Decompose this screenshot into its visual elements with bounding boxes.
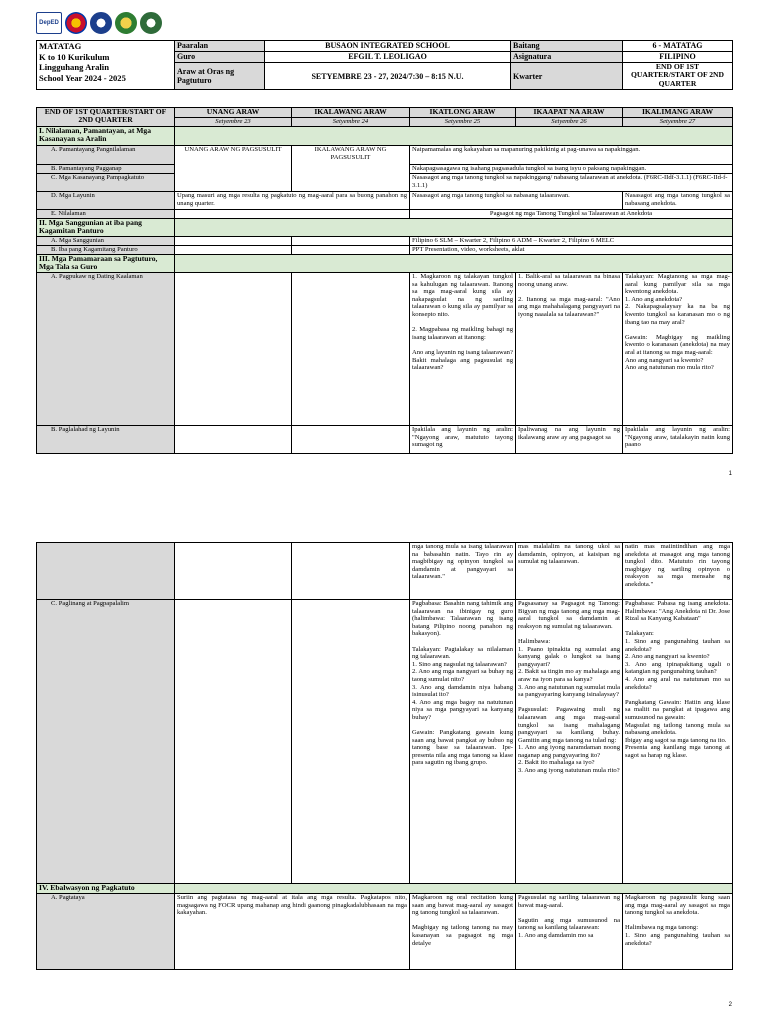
kasanayang-pampagkatuto-label: C. Mga Kasanayang Pampagkatuto (37, 174, 175, 192)
kagamitang-panturo-text: PPT Presentation, video, worksheets, aklat (410, 246, 733, 255)
paaralan-value: BUSAON INTEGRATED SCHOOL (265, 41, 511, 52)
region-seal-icon (115, 12, 137, 34)
column-header-day-4: IKAAPAT NA ARAW (516, 108, 623, 118)
column-header-day-3: IKATLONG ARAW (410, 108, 516, 118)
asignatura-value: FILIPINO (623, 52, 733, 63)
paaralan-label: Paaralan (175, 41, 265, 52)
date-day-3: Setyembre 25 (410, 118, 516, 127)
kwarter-value: END OF 1ST QUARTER/START OF 2ND QUARTER (623, 63, 733, 90)
date-day-5: Setyembre 27 (623, 118, 733, 127)
date-day-2: Setyembre 24 (292, 118, 410, 127)
day-2-exam-text: IKALAWANG ARAW NG PAGSUSULIT (292, 146, 410, 192)
nilalaman-text: Pagsagot ng mga Tanong Tungkol sa Talaarawan at Anekdota (410, 210, 733, 219)
mga-layunin-day-1-2: Upang masuri ang mga resulta ng pagkatuto ng mag-aaral para sa buong panahon ng unang quarter. (175, 192, 410, 210)
deped-seal-icon (90, 12, 112, 34)
pagtataya-day-1-2: Suriin ang pagtatasa ng mag-aaral at itala ang mga resulta. Pagkatapos nito, magsagawa ng FOCR upang mahanap ang hindi gaanong pinagkadalubhasaan na mga kakayahan. (175, 894, 410, 970)
page-number-2: 2 (728, 1002, 732, 1008)
header-line-3: Lingguhang Aralin (39, 62, 109, 72)
pagtataya-label: A. Pagtataya (37, 894, 175, 970)
section-3-title: III. Mga Pamamaraan sa Pagtuturo, Mga Tala sa Guro (37, 255, 175, 273)
mga-sanggunian-text: Filipino 6 SLM – Kwarter 2, Filipino 6 ADM – Kwarter 2, Filipino 6 MELC (410, 237, 733, 246)
mga-layunin-label: D. Mga Layunin (37, 192, 175, 210)
pagtataya-day-5: Magkaroon ng pagsusulit kung saan ang mga mag-aaral ay sasagot sa mga tanong tungkol sa anekdota. Halimbawa ng mga tanong: 1. Sino ang pangunahing tauhan sa anekdota? (623, 894, 733, 970)
guro-label: Guro (175, 52, 265, 63)
kasanayang-pampagkatuto-text: Nasasagot ang mga tanong tungkol sa napakinggang/ nabasang talaarawan at anekdota. (F6RC-IIdf-3.1.1) (F6RC-IId-f-3.1.1) (410, 174, 733, 192)
pagpukaw-label: A. Pagpukaw ng Dating Kaalaman (37, 273, 175, 426)
column-header-day-1: UNANG ARAW (175, 108, 292, 118)
pamantayang-pangnilalaman-label: A. Pamantayang Pangnilalaman (37, 146, 175, 165)
paglalahad-day-5: Ipakilala ang layunin ng aralin: "Ngayong araw, tatalakayin natin kung paano (623, 426, 733, 454)
nilalaman-label: E. Nilalaman (37, 210, 175, 219)
paglalahad-day-4-cont: mas malalalim na tanong ukol sa damdamin, opinyon, at kaisipan ng sumulat ng talaarawan. (516, 543, 623, 600)
pamantayang-pangnilalaman-text: Naipamamalas ang kakayahan sa mapanuring pakikinig at pag-unawa sa napakinggan. (410, 146, 733, 165)
pamantayang-pagganap-label: B. Pamantayang Pagganap (37, 165, 175, 174)
division-seal-icon (140, 12, 162, 34)
pagpukaw-day-5: Talakayan: Magtanong sa mga mag-aaral kung pamilyar sila sa mga kwentong anekdota. 1. Ano ang anekdota? 2. Nakapagsalaysay ka na ba ng kwento tungkol sa karanasan mo o ng ibang tao na may aral? Gawain: Magbigay ng maikling kwento o karanasan (anekdota) na may aral at itanong sa mga mag-aaral: Ano ang nangyari sa kwento? Ano ang natutunan mo mula rito? (623, 273, 733, 426)
page-number-1: 1 (728, 471, 732, 477)
column-header-day-5: IKALIMANG ARAW (623, 108, 733, 118)
pagpukaw-day-3: 1. Magkaroon ng talakayan tungkol sa kahulugan ng talaarawan. Itanong sa mga mag-aaral kung sila ay nakapagsulat na ng sariling talaarawan o kung sila ay pamilyar sa konsepto nito. 2. Magpabasa ng maikling bahagi ng isang talaarawan at itanong: Ano ang layunin ng isang talaarawan? Bakit mahalaga ang pagsusulat ng talaarawan? (410, 273, 516, 426)
paglalahad-day-3: Ipakilala ang layunin ng aralin: "Ngayong araw, matututo tayong sumagot ng (410, 426, 516, 454)
mga-layunin-day-3-4: Nasasagot ang mga tanong tungkol sa nabasang talaarawan. (410, 192, 623, 210)
date-day-1: Setyembre 23 (175, 118, 292, 127)
baitang-label: Baitang (511, 41, 623, 52)
section-1-title: I. Nilalaman, Pamantayan, at Mga Kasanayan sa Aralin (37, 127, 175, 146)
header-line-4: School Year 2024 - 2025 (39, 72, 126, 83)
column-header-quarter: END OF 1ST QUARTER/START OF 2ND QUARTER (37, 108, 175, 127)
guro-value: EFGIL T. LEOLIGAO (265, 52, 511, 63)
paglinang-label: C. Paglinang at Pagpapalalim (37, 600, 175, 884)
baitang-value: 6 - MATATAG (623, 41, 733, 52)
pamantayang-pagganap-text: Nakapagsasagawa ng isahang pagsasadula tungkol sa isang isyu o paksang napakinggan. (410, 165, 733, 174)
kwarter-label: Kwarter (511, 63, 623, 90)
mga-sanggunian-label: A. Mga Sanggunian (37, 237, 175, 246)
asignatura-label: Asignatura (511, 52, 623, 63)
date-day-4: Setyembre 26 (516, 118, 623, 127)
day-1-exam-text: UNANG ARAW NG PAGSUSULIT (175, 146, 292, 192)
paglalahad-day-4: Ipaliwanag na ang layunin ng ikalawang araw ay ang pagsagot sa (516, 426, 623, 454)
column-header-day-2: IKALAWANG ARAW (292, 108, 410, 118)
pagpukaw-day-4: 1. Balik-aral sa talaarawan na binasa noong unang araw. 2. Itanong sa mga mag-aaral: "Ano ang mga mahahalagang pangyayari na iyong naaalala sa talaarawan?" (516, 273, 623, 426)
paglalahad-day-5-cont: natin mas maiintindihan ang mga anekdota at masagot ang mga tanong tungkol dito. Matututo rin tayong magbigay ng sariling opinyon o reaksyon sa mga mensahe ng anekdota." (623, 543, 733, 600)
header-line-2: K to 10 Kurikulum (39, 51, 110, 62)
header-logos (36, 12, 162, 34)
paglinang-day-5: Pagbabasa: Pabasa ng isang anekdota. Halimbawa: "Ang Anekdota ni Dr. Jose Rizal sa Kanyang Kabataan" Talakayan: 1. Sino ang pangunahing tauhan sa anekdota? 2. Ano ang nangyari sa kwento? 3. Ano ang ipinapakitang ugali o katangian ng pangunahing tauhan? 4. Ano ang aral na natutunan mo sa anekdota? Pangkatang Gawain: Hatiin ang klase sa maliit na pangkat at ipagawa ang sumusunod na gawain: Magsulat ng tatlong tanong mula sa nabasang anekdota. Ibigay ang sagot sa mga tanong na ito. Presenta ang kanilang mga tanong at sagot sa harap ng klase. (623, 600, 733, 884)
mga-layunin-day-5: Nasasagot ang mga tanong tungkol sa nabasang anekdota. (623, 192, 733, 210)
deped-logo: DepED (36, 12, 62, 34)
lesson-table-page-1 (36, 107, 733, 454)
pagtataya-day-3: Magkaroon ng oral recitation kung saan ang bawat mag-aaral ay sasagot ng tanong tungkol sa talaarawan. Magbigay ng tatlong tanong na may kasanayan sa pagsagot ng mga detalye (410, 894, 516, 970)
kagamitang-panturo-label: B. Iba pang Kagamitang Panturo (37, 246, 175, 255)
section-4-title: IV. Ebalwasyon ng Pagkatuto (37, 884, 175, 894)
lesson-table-page-2 (36, 542, 733, 970)
paglinang-day-3: Pagbabasa: Basahin nang tahimik ang talaarawan na ibinigay ng guro (halimbawa: Talaarawan ng isang batang Pilipino noong panahon ng bakasyon). Talakayan: Pagtalakay sa nilalaman ng talaarawan. 1. Sino ang nagsulat ng talaarawan? 2. Ano ang mga nangyari sa buhay ng taong sumulat nito? 3. Ano ang damdamin niya habang isinusulat ito? 4. Ano ang mga bagay na natutunan niya sa mga pangyayari sa kanyang buhay? Gawain: Pangkatang gawain kung saan ang bawat pangkat ay bubuo ng tanong base sa talaarawan. Ipe-presenta nila ang mga tanong sa klase para sagutin ng ibang grupo. (410, 600, 516, 884)
bagong-pilipinas-logo (65, 12, 87, 34)
header-table (36, 40, 733, 90)
araw-value: SETYEMBRE 23 - 27, 2024/7:30 – 8:15 N.U. (265, 63, 511, 90)
header-line-1: MATATAG (39, 41, 82, 51)
section-2-title: II. Mga Sanggunian at iba pang Kagamitan Panturo (37, 219, 175, 237)
paglalahad-day-3-cont: mga tanong mula sa isang talaarawan na babasahin natin. Tayo rin ay magbibigay ng opinyon tungkol sa damdamin at pangyayari sa talaarawan." (410, 543, 516, 600)
araw-label: Araw at Oras ng Pagtuturo (175, 63, 265, 90)
paglalahad-label: B. Paglalahad ng Layunin (37, 426, 175, 454)
paglinang-day-4: Pagsasanay sa Pagsagot ng Tanong: Bigyan ng mga tanong ang mga mag-aaral tungkol sa damdamin at reaksyon ng sumulat ng talaarawan. Halimbawa: 1. Paano ipinakita ng sumulat ang kanyang galak o lungkot sa isang pangyayari? 2. Bakit sa tingin mo ay mahalaga ang araw na iyon para sa kanya? 3. Ano ang natutunan ng sumulat mula sa pangyayaring kanyang isinalaysay? Pagsusulat: Pagawaing muli ng talaarawan ang mga mag-aaral tungkol sa isang mahalagang pangyayari sa kanilang buhay. Gamitin ang mga tanong na tulad ng: 1. Ano ang iyong naramdaman noong naganap ang pangyayaring ito? 2. Bakit ito mahalaga sa iyo? 3. Ano ang iyong natutunan mula rito? (516, 600, 623, 884)
pagtataya-day-4: Pagsusulat ng sariling talaarawan ng bawat mag-aaral. Sagutin ang mga sumusunod na tanong sa kanilang talaarawan: 1. Ano ang damdamin mo sa (516, 894, 623, 970)
